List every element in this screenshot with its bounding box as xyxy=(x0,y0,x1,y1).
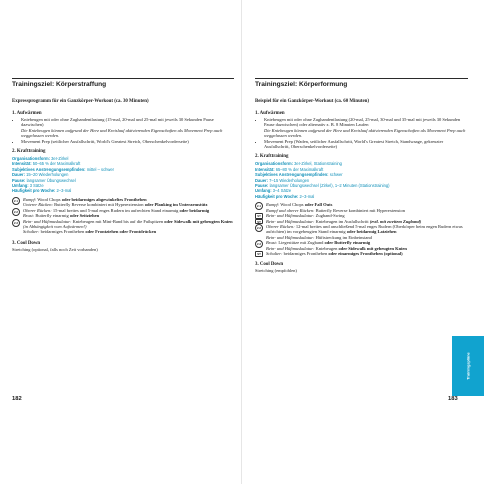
exercise-row: 2.2 Oberer Rücken: 12-mal breites und anschließend 5-mal enges Rudern (Oberkörper beim engen Rudern etwas aufrichten) im vorgebeugten Stand einarmig oder beidarmig Latziehen xyxy=(255,224,468,235)
warmup-item: • Movement Prep (Waden, seitlicher Ausfallschritt, World's Greatest Stretch, Standwaage, gekreuzter Ausfallschritt, Oberschenkelvorderseite) xyxy=(264,139,468,150)
spec-row: Pause: langsamer Übungswechsel (Zirkel), 1–2 Minuten (Stationstraining) xyxy=(255,183,390,189)
warmup-note: Die Kniebeugen können aufgrund der Herz und Kreislauf aktivierenden Eigenschaften als Movement Prep auch weggelassen werden. xyxy=(21,127,223,139)
warmup-list xyxy=(255,117,468,149)
station-badge: ST xyxy=(255,219,263,225)
training-specs xyxy=(12,156,234,194)
station-badge: ST xyxy=(255,213,263,219)
exercise-row: Unterer Rücken: Butterfly Reverse kombiniert mit Hyperextension oder Planking im Unterarmstütz xyxy=(23,202,208,208)
exercise-row: Brust: Butterfly einarmig oder Seitziehen xyxy=(23,213,100,219)
spec-row: Subjektives Anstrengungsempfinden: mittel – schwer xyxy=(12,166,114,172)
section-heading-cooldown: 3. Cool Down xyxy=(255,262,284,268)
cooldown-text: Stretching (optional, falls noch Zeit vorhanden) xyxy=(12,246,98,252)
cooldown-text: Stretching (empfohlen) xyxy=(255,268,297,274)
exercise-row: 2.2 Oberer Rücken: 15-mal breites und 5-mal enges Rudern im aufrechten Stand einarmig oder beidarmig xyxy=(12,208,234,213)
circuit-badge: 2.1 xyxy=(255,202,263,210)
left-content xyxy=(12,78,234,252)
program-subtitle: Beispiel für ein Ganzkörper-Workout (ca. 60 Minuten) xyxy=(255,99,369,104)
spec-row: Organisationsform: 3er-Zirkel, Stationstraining xyxy=(255,161,342,167)
page-number: 182 xyxy=(12,396,22,402)
chapter-side-tab xyxy=(452,336,484,396)
spec-row: Dauer: 15–20 Wiederholungen xyxy=(12,172,69,178)
warmup-item: • Movement Prep (seitlicher Ausfallschritt, World's Greatest Stretch, Oberschenkelvorderseite) xyxy=(21,139,234,144)
title-rule xyxy=(255,78,468,79)
exercise-row: 2.1 Rumpf: Wood Chops oder Fall Outs xyxy=(255,202,468,207)
page-title: Trainingsziel: Körperformung xyxy=(255,81,348,88)
spec-row: Dauer: 7–15 Wiederholungen xyxy=(255,177,310,183)
spec-row: Pause: langsamer Übungswechsel xyxy=(12,177,76,183)
exercise-row: 2.3 Bein- und Hüftmuskulatur: Kniebeugen mit Mini-Band bis auf die Fußspitzen oder Sidewalk mit gebeugten Knien (in Abhängigkeit vom Aufwärmen!) xyxy=(12,219,234,230)
section-heading-cooldown: 3. Cool Down xyxy=(12,240,41,246)
spec-row: Umfang: 3 Sätze xyxy=(12,183,44,189)
training-specs xyxy=(255,161,468,199)
exercise-row: 2.1 Rumpf: Wood Chops oder beidarmiges abgewinkeltes Frontheben xyxy=(12,197,234,202)
circuit-badge: 2.3 xyxy=(12,219,20,227)
circuit-badge: 2.2 xyxy=(12,208,20,216)
section-heading-warmup: 1. Aufwärmen xyxy=(255,111,285,116)
page-title: Trainingsziel: Körperstraffung xyxy=(12,81,107,88)
spec-row: Subjektives Anstrengungsempfinden: schwer xyxy=(255,172,343,178)
right-content xyxy=(255,78,468,274)
exercise-row: Rumpf und oberer Rücken: Butterfly Reverse kombiniert mit Hyperextension xyxy=(266,207,406,213)
spec-row: Häufigkeit pro Woche: 2–3-mal xyxy=(12,188,72,194)
warmup-list xyxy=(12,117,234,144)
spec-row: Umfang: 3–4 Sätze xyxy=(255,188,292,194)
circuit-badge: 2.2 xyxy=(255,224,263,232)
spec-row: Intensität: 65–80 % der Maximalkraft xyxy=(255,166,324,172)
exercise-row: Bein- und Hüftmuskulatur: Hüftstreckung im Einbeinstand xyxy=(266,234,372,240)
chapter-side-tab-label: Trainingspläne xyxy=(465,352,471,380)
exercise-row: ST Schulter: beidarmiges Frontheben oder einarmiges Frontheben (optional) xyxy=(255,251,468,256)
right-page xyxy=(242,0,484,484)
warmup-note: Die Kniebeugen können aufgrund der Herz und Kreislauf aktivierenden Eigenschaften als Movement Prep auch weggelassen werden. xyxy=(264,127,466,139)
section-heading-warmup: 1. Aufwärmen xyxy=(12,111,42,116)
spec-row: Intensität: 50–65 % der Maximalkraft xyxy=(12,161,81,167)
station-badge: ST xyxy=(255,251,263,257)
circuit-badge: 2.3 xyxy=(255,240,263,248)
exercise-row: Bein- und Hüftmuskulatur: Kniebeugen oder Sidewalk mit gebeugten Knien xyxy=(266,245,407,251)
spec-row: Häufigkeit pro Woche: 2–3-mal xyxy=(255,193,315,199)
exercise-row: Schulter: beidarmiges Frontheben oder Frontziehen oder Frontdrücken xyxy=(23,229,157,235)
exercise-row: ST Bein- und Hüftmuskulatur: Zugband-Swing xyxy=(255,213,468,218)
section-heading-strength: 2. Krafttraining xyxy=(255,154,289,160)
spec-row: Organisationsform: 3er-Zirkel xyxy=(12,156,69,162)
title-rule xyxy=(12,78,234,79)
page-number: 183 xyxy=(448,396,458,402)
circuit-badge: 2.1 xyxy=(12,197,20,205)
warmup-item: • Kniebeugen mit oder ohne Zughandentlastung (20-mal, 25-mal, 30-mal und 35-mal mit jeweils 30 Sekunden Pause dazwischen) oder alternativ z. B. 8 Minuten Laufen Die Kniebeugen können aufgrund der Herz und Kreislauf aktivierenden Eigenschaften als Movement Prep auch weggelassen werden. xyxy=(264,117,468,139)
program-subtitle: Expressprogramm für ein Ganzkörper-Workout (ca. 30 Minuten) xyxy=(12,99,149,104)
exercise-row: 2.3 Brust: Liegestütze mit Zugband oder Butterfly einarmig xyxy=(255,240,468,245)
warmup-item: • Kniebeugen mit oder ohne Zughandentlastung (15-mal, 20-mal und 25-mal mit jeweils 30 Sekunden Pause dazwischen) Die Kniebeugen können aufgrund der Herz und Kreislauf aktivierenden Eigenschaften als Movement Prep auch weggelassen werden. xyxy=(21,117,234,139)
exercise-row: ST Bein- und Hüftmuskulatur: Kniebeugen im Ausfallschritt (evtl. mit zweitem Zugband) xyxy=(255,219,468,224)
section-heading-strength: 2. Krafttraining xyxy=(12,149,46,155)
